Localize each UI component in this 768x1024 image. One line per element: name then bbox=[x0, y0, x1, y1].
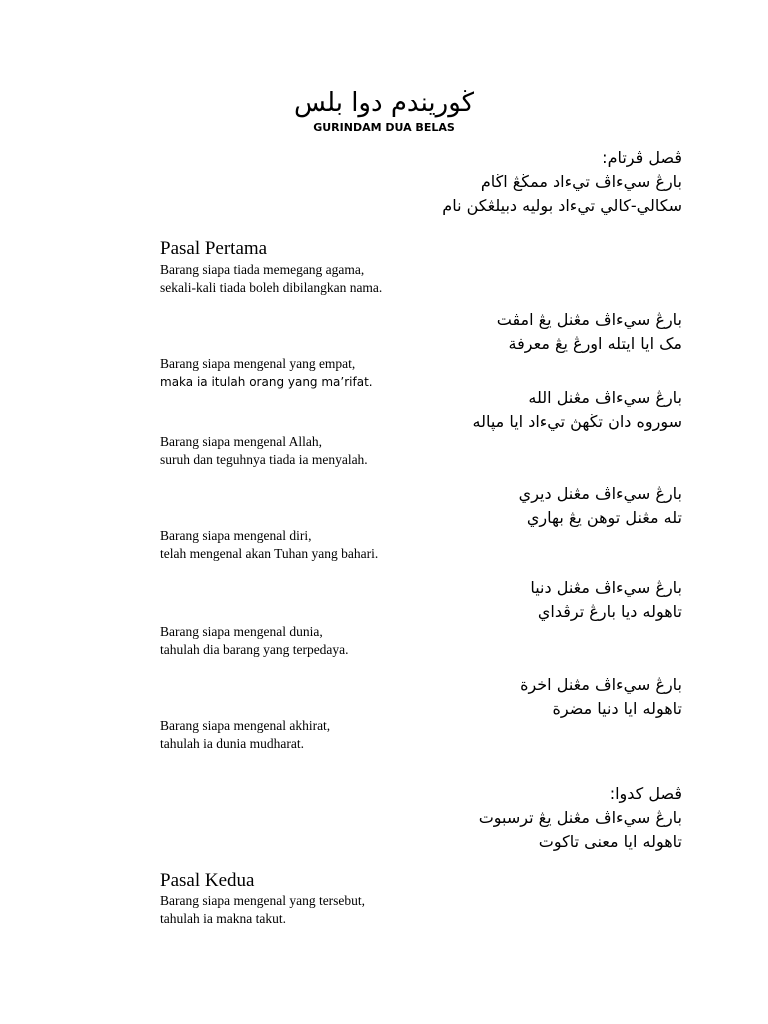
jawi-line: بارڠ سيءاڤ مڠنل يڠ امڤت bbox=[496, 310, 682, 329]
title-jawi: ڬوريندم دوا بلس bbox=[293, 88, 475, 118]
rumi-line: Barang siapa mengenal Allah, bbox=[160, 434, 322, 449]
verse-6-rumi bbox=[160, 717, 330, 753]
intro-jawi-block bbox=[442, 146, 682, 218]
jawi-line: مک ايا ايتله اورڠ يڠ معرفة bbox=[508, 334, 682, 353]
verse-2-rumi bbox=[160, 355, 373, 391]
jawi-line: تله مڠنل توهن يڠ بهاري bbox=[526, 508, 682, 527]
title-rumi: GURINDAM DUA BELAS bbox=[313, 121, 455, 134]
rumi-line: suruh dan teguhnya tiada ia menyalah. bbox=[160, 452, 368, 467]
verse-5-rumi bbox=[160, 623, 349, 659]
jawi-line: بارڠ سيءاڤ مڠنل ديري bbox=[518, 484, 682, 503]
pasal-kedua-rumi bbox=[160, 892, 365, 928]
intro-jawi-line: بارڠ سيءاڤ تيءاد ممڬڠ اڬام bbox=[480, 172, 682, 191]
rumi-line: Barang siapa mengenal yang tersebut, bbox=[160, 893, 366, 908]
verse-2-jawi bbox=[497, 308, 682, 356]
pasal-kedua-heading: Pasal Kedua bbox=[160, 870, 255, 891]
jawi-line: سوروه دان تڬهڽ تيءاد ايا مپاله bbox=[472, 412, 682, 431]
jawi-line: تاهوله ايا دنيا مضرة bbox=[552, 699, 682, 718]
jawi-line: بارڠ سيءاڤ مڠنل دنيا bbox=[530, 578, 682, 597]
intro-jawi-heading: ڤصل ڤرتام: bbox=[602, 148, 682, 167]
verse-6-jawi bbox=[520, 673, 682, 721]
rumi-line: Barang siapa mengenal yang empat, bbox=[160, 356, 356, 371]
rumi-line: sekali-kali tiada boleh dibilangkan nama. bbox=[160, 280, 383, 295]
verse-3-jawi bbox=[473, 386, 682, 434]
rumi-line: Barang siapa mengenal diri, bbox=[160, 528, 312, 543]
jawi-line: تاهوله ايا معنى تاكوت bbox=[538, 832, 682, 851]
rumi-line: tahulah dia barang yang terpedaya. bbox=[160, 642, 349, 657]
pasal-pertama-heading: Pasal Pertama bbox=[160, 238, 268, 259]
rumi-line: Barang siapa mengenal akhirat, bbox=[160, 718, 331, 733]
rumi-line: Barang siapa tiada memegang agama, bbox=[160, 262, 365, 277]
verse-1-rumi bbox=[160, 261, 382, 297]
kedua-jawi-heading: ڤصل كدوا: bbox=[609, 784, 682, 803]
verse-3-rumi bbox=[160, 433, 368, 469]
intro-jawi-line: سكالي-كالي تيءاد بوليه دبيلڠكن نام bbox=[442, 196, 682, 215]
verse-5-jawi bbox=[530, 576, 682, 624]
jawi-line: تاهوله ديا بارڠ ترڤداي bbox=[537, 602, 682, 621]
jawi-line: بارڠ سيءاڤ مڠنل الله bbox=[528, 388, 682, 407]
rumi-line: Barang siapa mengenal dunia, bbox=[160, 624, 323, 639]
jawi-line: بارڠ سيءاڤ مڠنل اخرة bbox=[520, 675, 682, 694]
rumi-line: maka ia itulah orang yang ma’rifat. bbox=[160, 375, 373, 389]
verse-4-jawi bbox=[519, 482, 682, 530]
rumi-line: telah mengenal akan Tuhan yang bahari. bbox=[160, 546, 379, 561]
kedua-jawi-block bbox=[479, 782, 682, 854]
verse-4-rumi bbox=[160, 527, 378, 563]
rumi-line: tahulah ia dunia mudharat. bbox=[160, 736, 304, 751]
rumi-line: tahulah ia makna takut. bbox=[160, 911, 286, 926]
jawi-line: بارڠ سيءاڤ مڠنل يڠ ترسبوت bbox=[478, 808, 682, 827]
